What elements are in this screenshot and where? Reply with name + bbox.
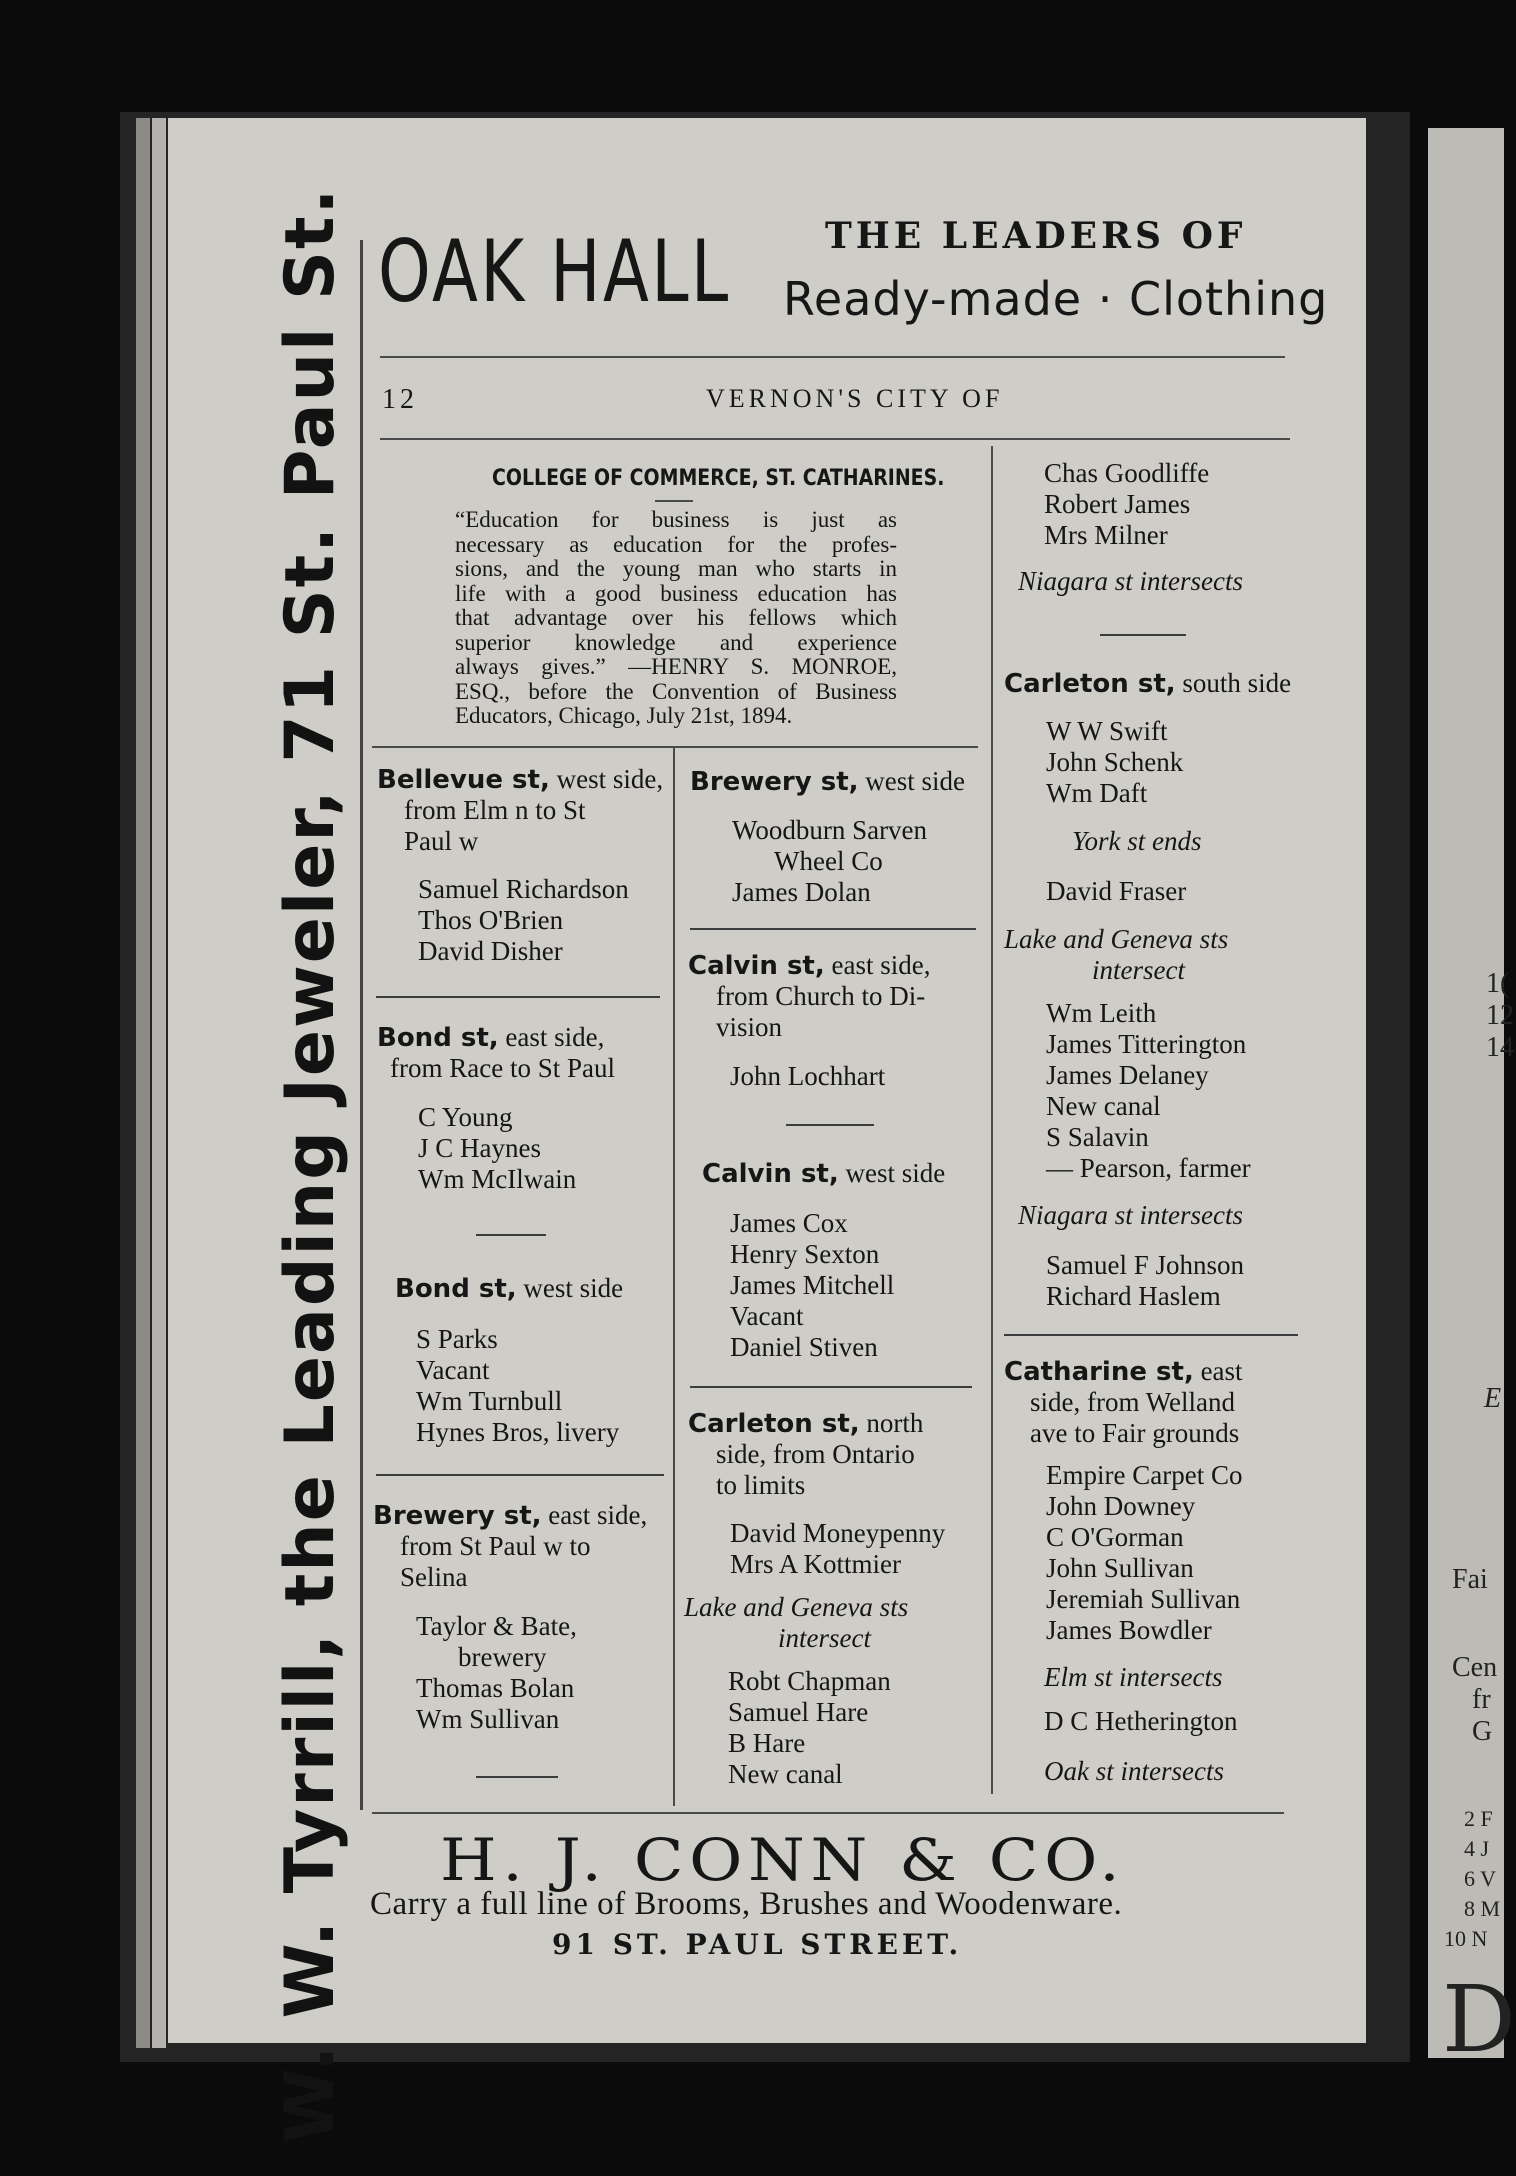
intersection-note: Lake and Geneva sts bbox=[684, 1592, 909, 1622]
intersection-note: Oak st intersects bbox=[1044, 1756, 1224, 1786]
resident-name: James Mitchell bbox=[730, 1270, 895, 1300]
resident-name: Mrs A Kottmier bbox=[730, 1549, 902, 1579]
fragment-text: 12 bbox=[1486, 1000, 1514, 1031]
college-quote bbox=[455, 508, 897, 729]
resident-name: W W Swift bbox=[1046, 716, 1168, 746]
resident-name: New canal bbox=[1046, 1091, 1161, 1121]
street-description: Paul w bbox=[404, 826, 479, 856]
street-heading: Catharine st, east bbox=[1004, 1356, 1243, 1387]
quote-line: necessary as education for the profes- bbox=[455, 531, 897, 557]
running-head: VERNON'S CITY OF bbox=[706, 384, 1004, 413]
resident-name: New canal bbox=[728, 1759, 843, 1789]
resident-name: Samuel Hare bbox=[728, 1697, 869, 1727]
resident-name: D C Hetherington bbox=[1044, 1706, 1238, 1736]
footer-tagline: Carry a full line of Brooms, Brushes and Woodenware. bbox=[370, 1886, 1123, 1922]
quote-line: superior knowledge and experience bbox=[455, 629, 897, 655]
resident-name: James Dolan bbox=[732, 877, 871, 907]
intersection-note: Elm st intersects bbox=[1044, 1662, 1223, 1692]
resident-name: Wm Sullivan bbox=[416, 1704, 560, 1734]
intersection-note: intersect bbox=[778, 1623, 871, 1653]
section-rule bbox=[476, 1234, 546, 1236]
resident-name: David Moneypenny bbox=[730, 1518, 946, 1548]
column-rule bbox=[991, 446, 993, 1794]
fragment-text: 4 J bbox=[1464, 1836, 1490, 1861]
resident-name: John Sullivan bbox=[1046, 1553, 1194, 1583]
street-heading: Carleton st, south side bbox=[1004, 668, 1292, 699]
header-rule bbox=[380, 356, 1285, 358]
resident-name: S Salavin bbox=[1046, 1122, 1149, 1152]
page-edge bbox=[136, 118, 150, 2048]
intersection-note: intersect bbox=[1092, 955, 1185, 985]
street-description: vision bbox=[716, 1012, 783, 1042]
resident-name: Wheel Co bbox=[774, 846, 883, 876]
resident-name: John Schenk bbox=[1046, 747, 1184, 777]
section-rule bbox=[786, 1124, 874, 1126]
resident-name: John Downey bbox=[1046, 1491, 1196, 1521]
street-heading: Bond st, east side, bbox=[377, 1022, 605, 1053]
resident-name: Richard Haslem bbox=[1046, 1281, 1221, 1311]
page-edge bbox=[152, 118, 166, 2048]
quote-line: sions, and the young man who starts in bbox=[455, 556, 897, 581]
column-rule bbox=[673, 748, 675, 1806]
quote-line: Educators, Chicago, July 21st, 1894. bbox=[455, 703, 793, 728]
college-title: COLLEGE OF COMMERCE, ST. CATHARINES. bbox=[492, 466, 945, 491]
fragment-text: Cen bbox=[1452, 1652, 1498, 1683]
street-heading: Bellevue st, west side, bbox=[377, 764, 664, 795]
resident-name: Samuel Richardson bbox=[418, 874, 629, 904]
street-description: from Race to St Paul bbox=[390, 1053, 615, 1083]
resident-name: Vacant bbox=[416, 1355, 490, 1385]
resident-name: Wm Daft bbox=[1046, 778, 1148, 808]
section-rule bbox=[476, 1776, 558, 1778]
resident-name: James Cox bbox=[730, 1208, 848, 1238]
resident-name: Empire Carpet Co bbox=[1046, 1460, 1243, 1490]
fragment-text: G bbox=[1472, 1716, 1493, 1747]
margin-rule bbox=[360, 240, 363, 1810]
running-head-rule bbox=[380, 438, 1290, 440]
resident-name: Taylor & Bate, bbox=[416, 1611, 577, 1641]
resident-name: Robt Chapman bbox=[728, 1666, 891, 1696]
short-rule bbox=[655, 500, 693, 502]
fragment-text: 14 bbox=[1486, 1032, 1514, 1063]
header-tagline-2: Ready-made · Clothing bbox=[783, 272, 1329, 326]
street-description: from Elm n to St bbox=[404, 795, 586, 825]
fragment-text: 2 F bbox=[1464, 1806, 1493, 1831]
resident-name: Hynes Bros, livery bbox=[416, 1417, 620, 1447]
street-heading: Bond st, west side bbox=[395, 1273, 624, 1304]
intersection-note: York st ends bbox=[1072, 826, 1202, 856]
resident-name: David Disher bbox=[418, 936, 563, 966]
resident-name: Woodburn Sarven bbox=[732, 815, 928, 845]
footer-rule bbox=[372, 1812, 1284, 1814]
side-advertisement bbox=[255, 186, 365, 2144]
street-heading: Carleton st, north bbox=[688, 1408, 924, 1439]
resident-name: John Lochhart bbox=[730, 1061, 886, 1091]
resident-name: Thomas Bolan bbox=[416, 1673, 575, 1703]
resident-name: Mrs Milner bbox=[1044, 520, 1168, 550]
quote-line: always gives.” —HENRY S. MONROE, bbox=[455, 654, 897, 679]
street-heading: Brewery st, west side bbox=[690, 766, 966, 797]
fragment-text: fr bbox=[1472, 1684, 1491, 1715]
street-description: from St Paul w to bbox=[400, 1531, 591, 1561]
quote-line: “Education for business is just as bbox=[455, 507, 897, 532]
section-rule bbox=[376, 1474, 664, 1476]
intersection-note: Lake and Geneva sts bbox=[1004, 924, 1229, 954]
resident-name: Jeremiah Sullivan bbox=[1046, 1584, 1241, 1614]
resident-name: Robert James bbox=[1044, 489, 1191, 519]
resident-name: Wm Turnbull bbox=[416, 1386, 563, 1416]
quote-line: life with a good business education has bbox=[455, 580, 897, 606]
street-description: side, from Ontario bbox=[716, 1439, 915, 1469]
street-description: Selina bbox=[400, 1562, 468, 1592]
resident-name: James Delaney bbox=[1046, 1060, 1209, 1090]
resident-name: S Parks bbox=[416, 1324, 498, 1354]
resident-name: B Hare bbox=[728, 1728, 806, 1758]
fragment-text: D bbox=[1442, 1966, 1516, 2073]
footer-address: 91 ST. PAUL STREET. bbox=[552, 1928, 963, 1961]
street-description: to limits bbox=[716, 1470, 806, 1500]
street-heading: Calvin st, east side, bbox=[688, 950, 931, 981]
resident-name: C O'Gorman bbox=[1046, 1522, 1184, 1552]
intersection-note: Niagara st intersects bbox=[1018, 1200, 1244, 1230]
quote-line: ESQ., before the Convention of Business bbox=[455, 678, 897, 704]
section-rule bbox=[690, 928, 976, 930]
resident-name: Thos O'Brien bbox=[418, 905, 564, 935]
side-ad-text: W. W. Tyrrill, the Leading Jeweler, 71 St. Paul St. bbox=[270, 186, 350, 2144]
section-rule bbox=[376, 996, 660, 998]
street-description: ave to Fair grounds bbox=[1030, 1418, 1240, 1448]
street-heading: Calvin st, west side bbox=[702, 1158, 946, 1189]
intersection-note: Niagara st intersects bbox=[1018, 566, 1244, 596]
quote-line: that advantage over his fellows which bbox=[455, 605, 897, 630]
next-page-fragment bbox=[1428, 128, 1516, 2073]
resident-name: James Bowdler bbox=[1046, 1615, 1212, 1645]
resident-name: Henry Sexton bbox=[730, 1239, 880, 1269]
resident-name: Vacant bbox=[730, 1301, 804, 1331]
header-tagline-1: THE LEADERS OF bbox=[825, 215, 1247, 257]
resident-name: Wm McIlwain bbox=[418, 1164, 577, 1194]
resident-name: Daniel Stiven bbox=[730, 1332, 878, 1362]
fragment-text: 10 N bbox=[1444, 1926, 1488, 1951]
footer-company: H. J. CONN & CO. bbox=[440, 1826, 1126, 1894]
fragment-text: 1( bbox=[1486, 968, 1510, 999]
street-description: side, from Welland bbox=[1030, 1387, 1236, 1417]
section-rule bbox=[690, 1386, 972, 1388]
fragment-text: 8 M bbox=[1464, 1896, 1501, 1921]
section-rule bbox=[1100, 634, 1186, 636]
street-description: from Church to Di- bbox=[716, 981, 926, 1011]
fragment-text: E bbox=[1484, 1383, 1502, 1414]
resident-name: David Fraser bbox=[1046, 876, 1187, 906]
street-heading: Brewery st, east side, bbox=[373, 1500, 648, 1531]
resident-name: C Young bbox=[418, 1102, 513, 1132]
college-bottom-rule bbox=[372, 746, 978, 748]
section-rule bbox=[1004, 1334, 1298, 1336]
resident-name: J C Haynes bbox=[418, 1133, 541, 1163]
oak-hall-brand: OAK HALL bbox=[378, 222, 731, 322]
resident-name: Samuel F Johnson bbox=[1046, 1250, 1245, 1280]
resident-name: Chas Goodliffe bbox=[1044, 458, 1210, 488]
fragment-text: Fai bbox=[1452, 1564, 1488, 1595]
fragment-text: 6 V bbox=[1464, 1866, 1496, 1891]
resident-name: — Pearson, farmer bbox=[1046, 1153, 1251, 1183]
resident-name: Wm Leith bbox=[1046, 998, 1157, 1028]
resident-name: James Titterington bbox=[1046, 1029, 1247, 1059]
resident-name: brewery bbox=[458, 1642, 547, 1672]
page-number: 12 bbox=[382, 384, 418, 415]
